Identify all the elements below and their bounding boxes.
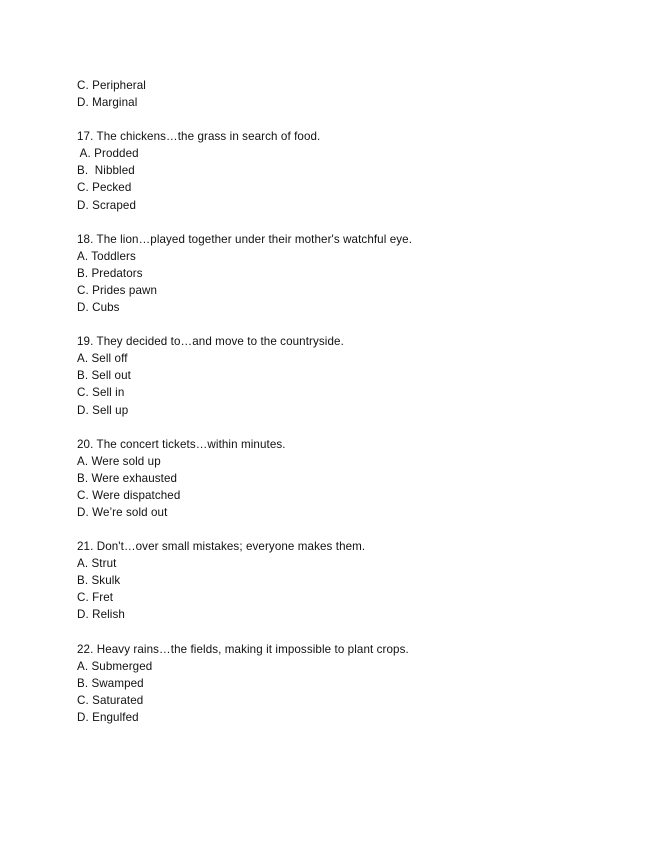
option-d: D. Cubs — [77, 301, 120, 315]
option-c: C. Pecked — [77, 181, 132, 195]
question-prompt: 19. They decided to…and move to the countryside. — [77, 335, 344, 349]
option-d: D. Marginal — [77, 96, 138, 110]
option-b: B. Sell out — [77, 369, 131, 383]
option-c: C. Saturated — [77, 693, 144, 707]
option-a: A. Were sold up — [77, 454, 161, 468]
option-b: B. Were exhausted — [77, 471, 178, 485]
previous-question-options — [77, 77, 597, 111]
question-prompt: 18. The lion…played together under their mother's watchful eye. — [77, 232, 413, 246]
spacer — [77, 214, 597, 231]
question-prompt: 22. Heavy rains…the fields, making it impossible to plant crops. — [77, 642, 409, 656]
question-20 — [77, 436, 597, 521]
option-c: C. Were dispatched — [77, 488, 181, 502]
question-17 — [77, 128, 597, 213]
option-b: B. Swamped — [77, 676, 144, 690]
option-a: A. Prodded — [77, 147, 139, 161]
option-b: B. Predators — [77, 266, 143, 280]
spacer — [77, 111, 597, 128]
option-d: D. We’re sold out — [77, 505, 168, 519]
spacer — [77, 316, 597, 333]
option-d: D. Scraped — [77, 198, 136, 212]
option-d: D. Engulfed — [77, 710, 139, 724]
option-c: C. Fret — [77, 591, 114, 605]
option-b: B. Nibbled — [77, 164, 135, 178]
option-a: A. Strut — [77, 557, 117, 571]
question-list — [77, 77, 597, 726]
question-prompt: 17. The chickens…the grass in search of food. — [77, 130, 321, 144]
question-18 — [77, 231, 597, 316]
question-prompt: 20. The concert tickets…within minutes. — [77, 437, 286, 451]
question-22 — [77, 641, 597, 726]
question-21 — [77, 538, 597, 623]
spacer — [77, 624, 597, 641]
spacer — [77, 521, 597, 538]
option-a: A. Submerged — [77, 659, 153, 673]
question-19 — [77, 333, 597, 418]
option-c: C. Peripheral — [77, 79, 146, 92]
option-b: B. Skulk — [77, 574, 121, 588]
spacer — [77, 419, 597, 436]
question-prompt: 21. Don't…over small mistakes; everyone makes them. — [77, 540, 366, 554]
option-c: C. Sell in — [77, 386, 125, 400]
option-c: C. Prides pawn — [77, 283, 158, 297]
option-d: D. Relish — [77, 608, 125, 622]
option-a: A. Toddlers — [77, 249, 136, 263]
option-a: A. Sell off — [77, 352, 128, 366]
option-d: D. Sell up — [77, 403, 129, 417]
